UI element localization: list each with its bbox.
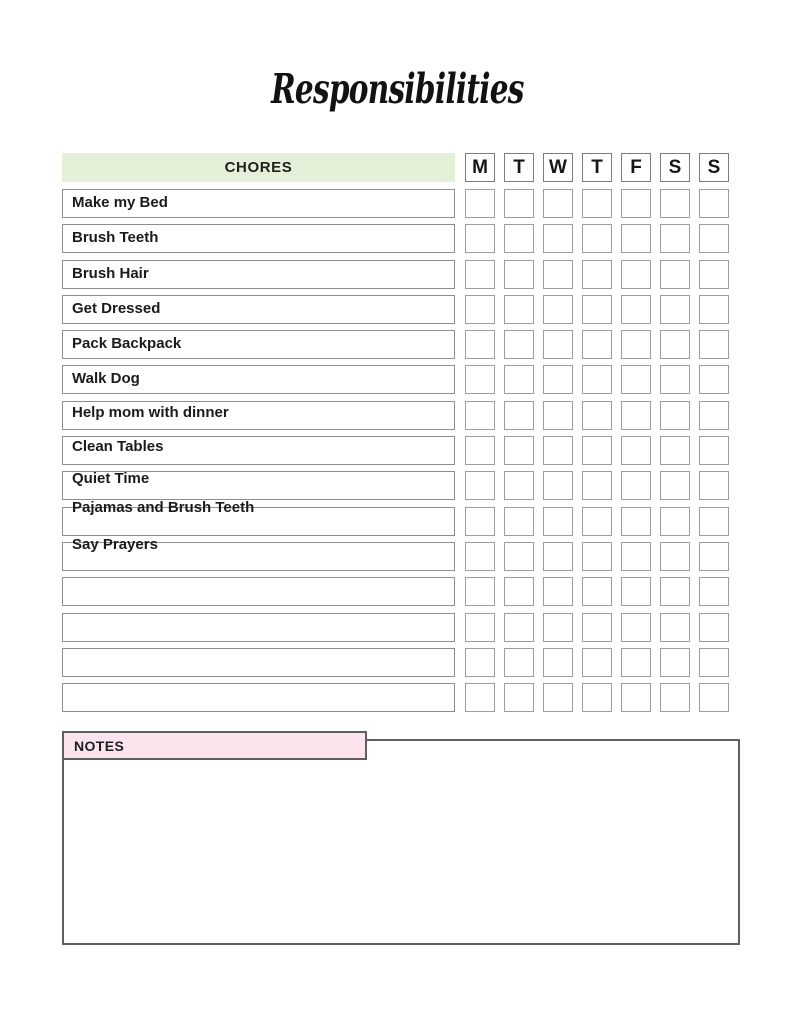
chore-row-10[interactable]: [62, 498, 455, 536]
checkbox-r9-c3[interactable]: [543, 471, 573, 500]
checkbox-r2-c3[interactable]: [543, 224, 573, 253]
day-label: S: [668, 156, 682, 178]
checkbox-r15-c4[interactable]: [582, 683, 612, 712]
checkbox-r11-c4[interactable]: [582, 542, 612, 571]
notes-area[interactable]: [62, 739, 740, 945]
checkbox-r7-c2[interactable]: [504, 401, 534, 430]
checkbox-r6-c7[interactable]: [699, 365, 729, 394]
checkbox-r4-c1[interactable]: [465, 295, 495, 324]
checkbox-row-2: [465, 224, 729, 253]
checkbox-row-12: [465, 577, 729, 606]
chore-row-7[interactable]: [62, 401, 455, 430]
checkbox-r13-c3[interactable]: [543, 613, 573, 642]
checkbox-row-3: [465, 260, 729, 289]
checkbox-r6-c5[interactable]: [621, 365, 651, 394]
checkbox-r15-c5[interactable]: [621, 683, 651, 712]
checkbox-r1-c6[interactable]: [660, 189, 690, 218]
day-header-mon: [465, 153, 495, 182]
checkbox-r14-c4[interactable]: [582, 648, 612, 677]
chores-header-label: CHORES: [224, 159, 293, 176]
checkbox-r7-c7[interactable]: [699, 401, 729, 430]
checkbox-row-15: [465, 683, 729, 712]
chore-row-3[interactable]: [62, 260, 455, 289]
day-header-row: [465, 153, 729, 182]
chore-label: Quiet Time: [72, 470, 150, 488]
checkbox-r6-c2[interactable]: [504, 365, 534, 394]
day-label: F: [630, 156, 642, 178]
checkbox-r12-c1[interactable]: [465, 577, 495, 606]
checkbox-r10-c3[interactable]: [543, 507, 573, 536]
checkbox-r14-c2[interactable]: [504, 648, 534, 677]
checkbox-r7-c5[interactable]: [621, 401, 651, 430]
checkbox-r1-c5[interactable]: [621, 189, 651, 218]
checkbox-r10-c7[interactable]: [699, 507, 729, 536]
chore-row-5[interactable]: [62, 330, 455, 359]
checkbox-row-8: [465, 436, 729, 465]
checkbox-r10-c1[interactable]: [465, 507, 495, 536]
checkbox-r11-c5[interactable]: [621, 542, 651, 571]
checkbox-row-7: [465, 401, 729, 430]
chore-row-6[interactable]: [62, 365, 455, 394]
checkbox-r3-c1[interactable]: [465, 260, 495, 289]
checkbox-r15-c3[interactable]: [543, 683, 573, 712]
checkbox-r12-c7[interactable]: [699, 577, 729, 606]
checkbox-row-14: [465, 648, 729, 677]
checkbox-r3-c6[interactable]: [660, 260, 690, 289]
checkbox-r10-c4[interactable]: [582, 507, 612, 536]
checkbox-r1-c1[interactable]: [465, 189, 495, 218]
checkbox-r9-c7[interactable]: [699, 471, 729, 500]
checkbox-r8-c4[interactable]: [582, 436, 612, 465]
chore-label: Pack Backpack: [72, 335, 182, 353]
checkbox-r6-c1[interactable]: [465, 365, 495, 394]
checkbox-r15-c7[interactable]: [699, 683, 729, 712]
day-label: T: [591, 156, 603, 178]
checkbox-r9-c1[interactable]: [465, 471, 495, 500]
checkbox-r5-c1[interactable]: [465, 330, 495, 359]
chores-column-header: [62, 153, 455, 182]
checkbox-row-10: [465, 507, 729, 536]
checkbox-row-1: [465, 189, 729, 218]
checkbox-r15-c1[interactable]: [465, 683, 495, 712]
day-label: T: [513, 156, 525, 178]
chore-label: Make my Bed: [72, 194, 168, 211]
checkbox-row-11: [465, 542, 729, 571]
checkbox-r7-c3[interactable]: [543, 401, 573, 430]
day-label: M: [472, 156, 488, 178]
chore-row-11[interactable]: [62, 535, 455, 571]
checkbox-r11-c3[interactable]: [543, 542, 573, 571]
checkbox-r11-c1[interactable]: [465, 542, 495, 571]
chore-label: Pajamas and Brush Teeth: [72, 498, 255, 516]
checkbox-r13-c1[interactable]: [465, 613, 495, 642]
checkbox-r5-c3[interactable]: [543, 330, 573, 359]
checkbox-r4-c4[interactable]: [582, 295, 612, 324]
checkbox-r2-c2[interactable]: [504, 224, 534, 253]
checkbox-r6-c4[interactable]: [582, 365, 612, 394]
checkbox-r12-c3[interactable]: [543, 577, 573, 606]
checkbox-r5-c2[interactable]: [504, 330, 534, 359]
checkbox-r14-c3[interactable]: [543, 648, 573, 677]
checkbox-r8-c7[interactable]: [699, 436, 729, 465]
checkbox-r11-c6[interactable]: [660, 542, 690, 571]
chore-row-15[interactable]: [62, 683, 455, 712]
checkbox-r8-c5[interactable]: [621, 436, 651, 465]
checkbox-r13-c4[interactable]: [582, 613, 612, 642]
chore-row-2[interactable]: [62, 224, 455, 253]
chore-label: Help mom with dinner: [72, 403, 229, 421]
chore-row-12[interactable]: [62, 577, 455, 606]
checkbox-r9-c5[interactable]: [621, 471, 651, 500]
chore-list: [62, 189, 455, 712]
checkbox-r2-c1[interactable]: [465, 224, 495, 253]
notes-header: [62, 731, 367, 760]
day-header-tue: [504, 153, 534, 182]
checkbox-r3-c7[interactable]: [699, 260, 729, 289]
checkbox-r9-c4[interactable]: [582, 471, 612, 500]
checkbox-r4-c6[interactable]: [660, 295, 690, 324]
checkbox-r1-c2[interactable]: [504, 189, 534, 218]
checkbox-r7-c1[interactable]: [465, 401, 495, 430]
checkbox-r9-c6[interactable]: [660, 471, 690, 500]
notes-header-label: NOTES: [74, 737, 125, 754]
checkbox-r1-c3[interactable]: [543, 189, 573, 218]
day-header-sat: [660, 153, 690, 182]
checkbox-r10-c6[interactable]: [660, 507, 690, 536]
checkbox-r14-c7[interactable]: [699, 648, 729, 677]
checkbox-row-6: [465, 365, 729, 394]
checkbox-r5-c4[interactable]: [582, 330, 612, 359]
checkbox-r5-c6[interactable]: [660, 330, 690, 359]
checkbox-r5-c5[interactable]: [621, 330, 651, 359]
day-label: S: [707, 156, 721, 178]
checkbox-r12-c2[interactable]: [504, 577, 534, 606]
checkbox-r4-c7[interactable]: [699, 295, 729, 324]
checkbox-r15-c6[interactable]: [660, 683, 690, 712]
chore-row-14[interactable]: [62, 648, 455, 677]
checkbox-r6-c6[interactable]: [660, 365, 690, 394]
checkbox-r12-c4[interactable]: [582, 577, 612, 606]
checkbox-r14-c6[interactable]: [660, 648, 690, 677]
checkbox-r12-c6[interactable]: [660, 577, 690, 606]
checkbox-r8-c3[interactable]: [543, 436, 573, 465]
checkbox-r4-c5[interactable]: [621, 295, 651, 324]
chore-label: Clean Tables: [72, 438, 164, 456]
checkbox-r3-c2[interactable]: [504, 260, 534, 289]
checkbox-r10-c5[interactable]: [621, 507, 651, 536]
checkbox-r7-c6[interactable]: [660, 401, 690, 430]
checkbox-r6-c3[interactable]: [543, 365, 573, 394]
checkbox-r13-c7[interactable]: [699, 613, 729, 642]
checkbox-r11-c2[interactable]: [504, 542, 534, 571]
checkbox-r4-c2[interactable]: [504, 295, 534, 324]
checkbox-r2-c5[interactable]: [621, 224, 651, 253]
chore-row-1[interactable]: [62, 189, 455, 218]
checkbox-r15-c2[interactable]: [504, 683, 534, 712]
checkbox-r3-c3[interactable]: [543, 260, 573, 289]
checkbox-row-5: [465, 330, 729, 359]
checkbox-r14-c5[interactable]: [621, 648, 651, 677]
chore-label: Brush Hair: [72, 264, 149, 282]
checkbox-r1-c7[interactable]: [699, 189, 729, 218]
checkbox-r8-c2[interactable]: [504, 436, 534, 465]
chore-row-8[interactable]: [62, 436, 455, 465]
checkbox-r7-c4[interactable]: [582, 401, 612, 430]
chore-label: Say Prayers: [72, 535, 158, 553]
checkbox-row-9: [465, 471, 729, 500]
checkbox-r14-c1[interactable]: [465, 648, 495, 677]
checkbox-r11-c7[interactable]: [699, 542, 729, 571]
checkbox-r4-c3[interactable]: [543, 295, 573, 324]
chore-label: Brush Teeth: [72, 229, 159, 247]
chore-row-13[interactable]: [62, 613, 455, 642]
checkbox-r5-c7[interactable]: [699, 330, 729, 359]
checkbox-r2-c4[interactable]: [582, 224, 612, 253]
checkbox-r1-c4[interactable]: [582, 189, 612, 218]
day-label: W: [549, 156, 567, 178]
checkbox-r8-c1[interactable]: [465, 436, 495, 465]
checkbox-r13-c6[interactable]: [660, 613, 690, 642]
chore-label: Get Dressed: [72, 299, 161, 317]
chore-row-4[interactable]: [62, 295, 455, 324]
checkbox-grid: [465, 189, 729, 712]
checkbox-r13-c5[interactable]: [621, 613, 651, 642]
checkbox-row-4: [465, 295, 729, 324]
page-title-text: Responsibilities: [270, 65, 524, 113]
day-header-wed: [543, 153, 573, 182]
checkbox-r10-c2[interactable]: [504, 507, 534, 536]
checkbox-r2-c6[interactable]: [660, 224, 690, 253]
checkbox-row-13: [465, 613, 729, 642]
checkbox-r13-c2[interactable]: [504, 613, 534, 642]
checkbox-r3-c5[interactable]: [621, 260, 651, 289]
checkbox-r2-c7[interactable]: [699, 224, 729, 253]
checkbox-r12-c5[interactable]: [621, 577, 651, 606]
chore-label: Walk Dog: [72, 370, 140, 388]
checkbox-r3-c4[interactable]: [582, 260, 612, 289]
day-header-thu: [582, 153, 612, 182]
checkbox-r8-c6[interactable]: [660, 436, 690, 465]
checkbox-r9-c2[interactable]: [504, 471, 534, 500]
day-header-sun: [699, 153, 729, 182]
page-title: [0, 64, 794, 114]
chore-row-9[interactable]: [62, 471, 455, 500]
day-header-fri: [621, 153, 651, 182]
